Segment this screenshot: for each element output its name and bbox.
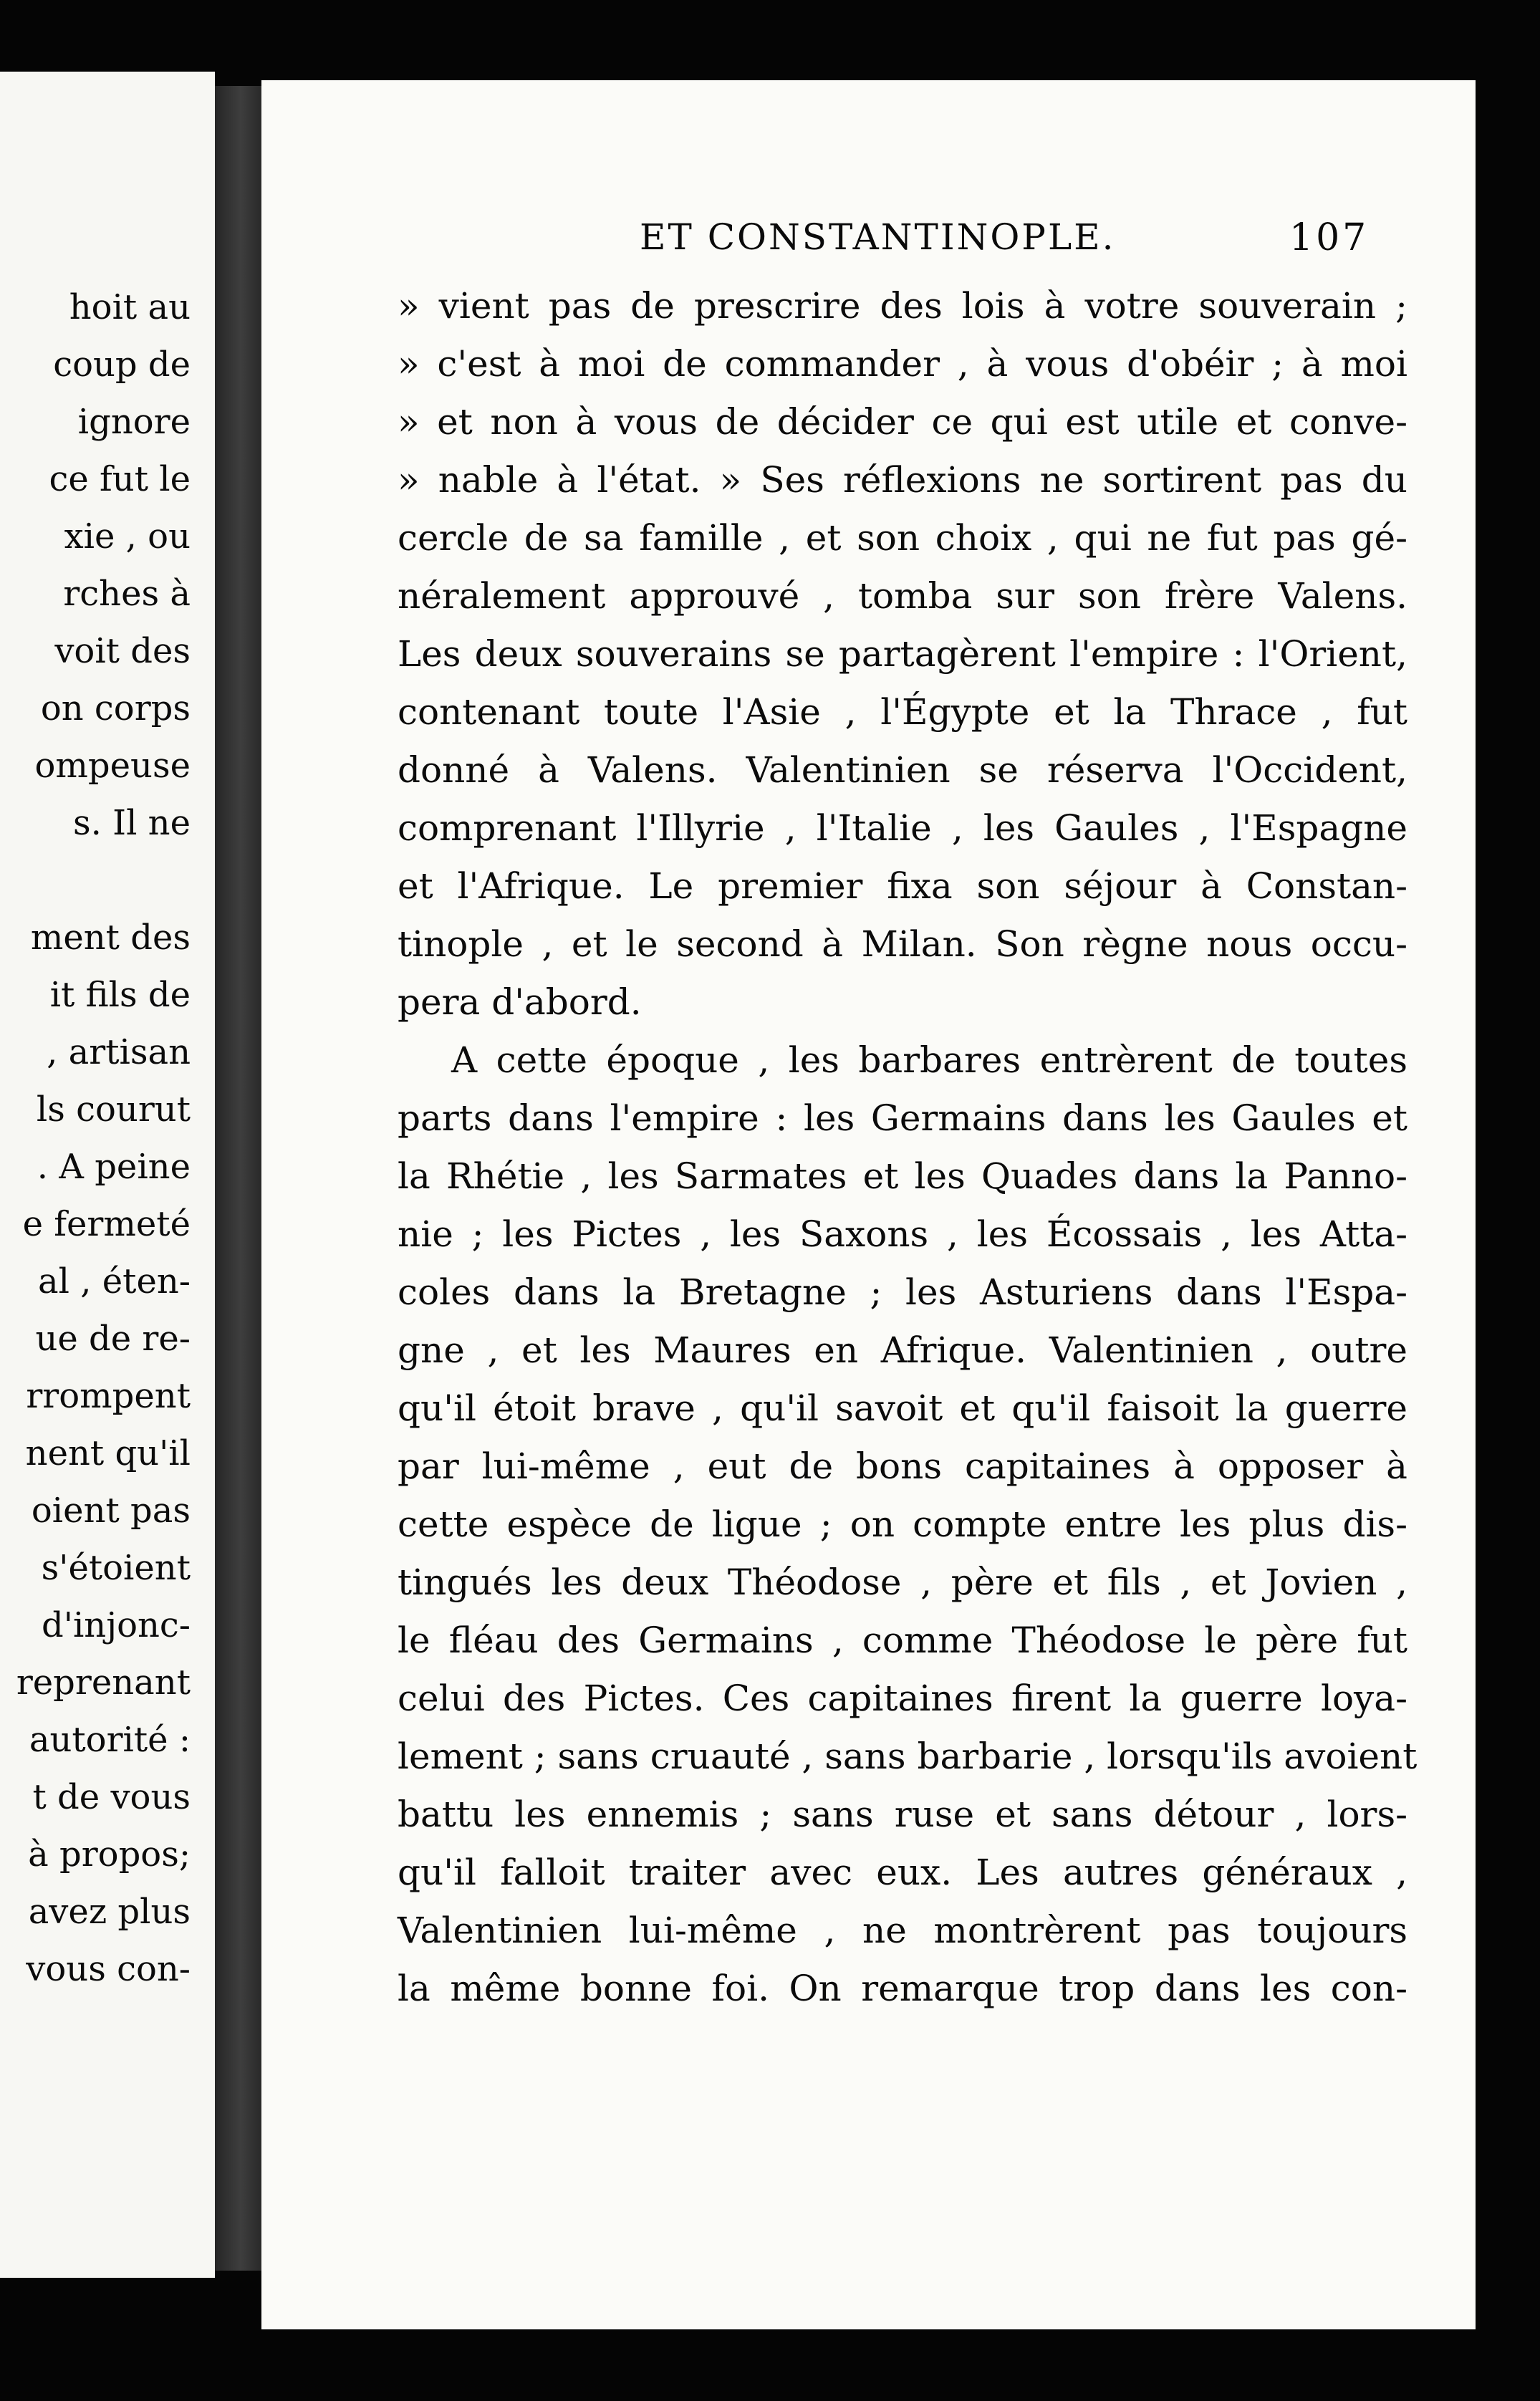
left-page-line: it fils de bbox=[49, 975, 191, 1015]
text-line: contenant toute l'Asie , l'Égypte et la Thrace , fut bbox=[398, 691, 1407, 733]
left-page-line: t de vous bbox=[32, 1777, 191, 1817]
page-header bbox=[261, 216, 1476, 266]
text-line: tinople , et le second à Milan. Son règne nous occu- bbox=[398, 923, 1407, 965]
left-page-line: coup de bbox=[53, 345, 191, 385]
left-page-line: xie , ou bbox=[64, 516, 191, 557]
text-line: celui des Pictes. Ces capitaines firent la guerre loya- bbox=[398, 1678, 1407, 1719]
text-line: lement ; sans cruauté , sans barbarie , lorsqu'ils avoient bbox=[398, 1736, 1418, 1777]
left-page-line: nent qu'il bbox=[25, 1433, 191, 1473]
left-page-line: reprenant bbox=[16, 1663, 191, 1703]
body-text bbox=[398, 277, 1418, 2018]
left-page-line: hoit au bbox=[69, 287, 191, 327]
text-line: » nable à l'état. » Ses réflexions ne sortirent pas du bbox=[398, 459, 1407, 501]
running-head: ET CONSTANTINOPLE. bbox=[640, 216, 1116, 258]
text-line: donné à Valens. Valentinien se réserva l'Occident, bbox=[398, 749, 1407, 791]
left-page-line: on corps bbox=[40, 688, 191, 728]
left-page-edge bbox=[0, 72, 215, 2278]
text-line: néralement approuvé , tomba sur son frère Valens. bbox=[398, 575, 1407, 617]
left-page-line: oient pas bbox=[31, 1491, 191, 1531]
text-line: la même bonne foi. On remarque trop dans les con- bbox=[398, 1968, 1407, 2009]
text-line: » et non à vous de décider ce qui est utile et conve- bbox=[398, 401, 1407, 443]
text-line: » vient pas de prescrire des lois à votre souverain ; bbox=[398, 285, 1407, 327]
page-number: 107 bbox=[1289, 216, 1370, 259]
text-line: la Rhétie , les Sarmates et les Quades dans la Panno- bbox=[398, 1155, 1407, 1197]
text-line: le fléau des Germains , comme Théodose le père fut bbox=[398, 1620, 1407, 1661]
left-page-line: e fermeté bbox=[22, 1204, 191, 1244]
left-page-line: ment des bbox=[30, 918, 191, 958]
left-page-line: avez plus bbox=[28, 1892, 191, 1932]
left-page-line: vous con- bbox=[26, 1949, 191, 1989]
text-line: pera d'abord. bbox=[398, 981, 642, 1023]
text-line: cercle de sa famille , et son choix , qui ne fut pas gé- bbox=[398, 517, 1407, 559]
text-line: qu'il falloit traiter avec eux. Les autres généraux , bbox=[398, 1852, 1407, 1893]
text-line: Les deux souverains se partagèrent l'empire : l'Orient, bbox=[398, 633, 1407, 675]
text-line: comprenant l'Illyrie , l'Italie , les Gaules , l'Espagne bbox=[398, 807, 1407, 849]
text-line: cette espèce de ligue ; on compte entre les plus dis- bbox=[398, 1503, 1407, 1545]
text-line: » c'est à moi de commander , à vous d'obéir ; à moi bbox=[398, 343, 1407, 385]
left-page-line: . A peine bbox=[37, 1147, 191, 1187]
left-page-line: ignore bbox=[77, 402, 191, 442]
text-line: tingués les deux Théodose , père et fils , et Jovien , bbox=[398, 1562, 1407, 1603]
text-line: parts dans l'empire : les Germains dans les Gaules et bbox=[398, 1097, 1407, 1139]
text-line: A cette époque , les barbares entrèrent de toutes bbox=[451, 1039, 1407, 1081]
left-page-line: ls courut bbox=[36, 1089, 191, 1130]
left-page-line: s. Il ne bbox=[72, 803, 191, 843]
text-line: par lui-même , eut de bons capitaines à opposer à bbox=[398, 1445, 1407, 1487]
left-page-line: autorité : bbox=[29, 1720, 191, 1760]
text-line: Valentinien lui-même , ne montrèrent pas toujours bbox=[398, 1910, 1407, 1951]
left-page-line: ce fut le bbox=[49, 459, 191, 499]
left-page-line: d'injonc- bbox=[42, 1605, 191, 1645]
right-page bbox=[261, 80, 1476, 2329]
left-page-line: voit des bbox=[54, 631, 191, 671]
left-page-line: ompeuse bbox=[34, 746, 191, 786]
text-line: coles dans la Bretagne ; les Asturiens dans l'Espa- bbox=[398, 1271, 1407, 1313]
left-page-line: à propos; bbox=[28, 1834, 191, 1875]
text-line: nie ; les Pictes , les Saxons , les Écossais , les Atta- bbox=[398, 1213, 1407, 1255]
text-line: battu les ennemis ; sans ruse et sans détour , lors- bbox=[398, 1794, 1407, 1835]
left-page-line: rrompent bbox=[26, 1376, 191, 1416]
left-page-line: ue de re- bbox=[35, 1319, 191, 1359]
text-line: et l'Afrique. Le premier fixa son séjour à Constan- bbox=[398, 865, 1407, 907]
left-page-line: s'étoient bbox=[41, 1548, 191, 1588]
left-page-line: , artisan bbox=[47, 1032, 191, 1072]
left-page-line: al , éten- bbox=[38, 1261, 191, 1301]
left-page-line: rches à bbox=[63, 574, 191, 614]
text-line: qu'il étoit brave , qu'il savoit et qu'il faisoit la guerre bbox=[398, 1387, 1407, 1429]
text-line: gne , et les Maures en Afrique. Valentinien , outre bbox=[398, 1329, 1407, 1371]
